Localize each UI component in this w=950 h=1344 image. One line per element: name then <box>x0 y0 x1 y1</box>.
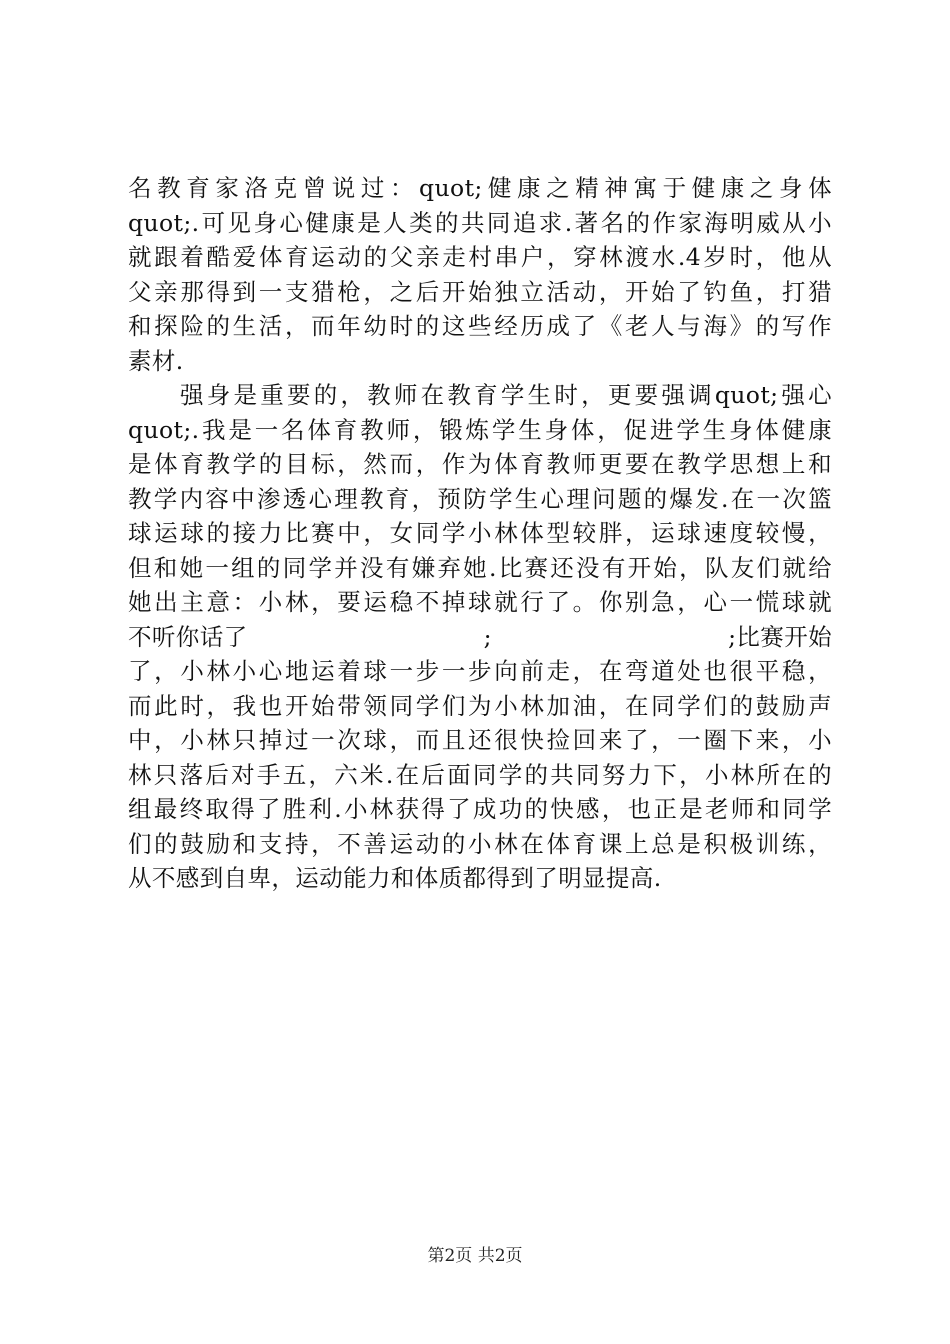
paragraph-2-line-9: 了，小林小心地运着球一步一步向前走，在弯道处也很平稳， <box>128 657 832 685</box>
paragraph-1-line-2: quot;.可见身心健康是人类的共同追求.著名的作家海明威从小 <box>128 208 832 237</box>
paragraph-2-split-line <box>128 620 832 655</box>
paragraph-1-line-3: 就跟着酷爱体育运动的父亲走村串户，穿林渡水.4岁时，他从 <box>128 243 832 271</box>
paragraph-2-line-13: 组最终取得了胜利.小林获得了成功的快感，也正是老师和同学 <box>128 795 832 823</box>
split-line-part-2: ; <box>483 622 492 651</box>
paragraph-2-line-5: 球运球的接力比赛中，女同学小林体型较胖，运球速度较慢， <box>128 519 832 547</box>
paragraph-2-line-14: 们的鼓励和支持，不善运动的小林在体育课上总是积极训练， <box>128 829 832 858</box>
paragraph-1-line-5: 和探险的生活，而年幼时的这些经历成了《老人与海》的写作 <box>128 312 832 340</box>
split-line-part-3: ;比赛开始 <box>728 622 832 651</box>
paragraph-2-line-6: 但和她一组的同学并没有嫌弃她.比赛还没有开始，队友们就给 <box>128 553 832 582</box>
paragraph-2-line-15: 从不感到自卑，运动能力和体质都得到了明显提高. <box>128 864 662 892</box>
paragraph-2-line-10: 而此时，我也开始带领同学们为小林加油，在同学们的鼓励声 <box>128 691 832 720</box>
paragraph-2-line-3: 是体育教学的目标，然而，作为体育教师更要在教学思想上和 <box>128 450 832 478</box>
paragraph-2-line-11: 中，小林只掉过一次球，而且还很快捡回来了，一圈下来，小 <box>128 726 832 754</box>
paragraph-2-line-7: 她出主意：小林，要运稳不掉球就行了。你别急，心一慌球就 <box>128 588 832 616</box>
page-number-footer: 第2页 共2页 <box>427 1246 523 1266</box>
paragraph-1-line-1: 名教育家洛克曾说过：quot;健康之精神寓于健康之身体 <box>128 174 832 202</box>
paragraph-2-line-1: 强身是重要的，教师在教育学生时，更要强调quot;强心 <box>180 381 832 409</box>
split-line-part-1: 不听你话了 <box>128 622 248 651</box>
document-body <box>128 171 832 896</box>
paragraph-2-line-12: 林只落后对手五，六米.在后面同学的共同努力下，小林所在的 <box>128 760 832 789</box>
paragraph-2-line-4: 教学内容中渗透心理教育，预防学生心理问题的爆发.在一次篮 <box>128 484 832 513</box>
paragraph-2-line-2: quot;.我是一名体育教师，锻炼学生身体，促进学生身体健康 <box>128 415 832 444</box>
paragraph-1-line-6: 素材. <box>128 346 184 375</box>
paragraph-1-line-4: 父亲那得到一支猎枪，之后开始独立活动，开始了钓鱼，打猎 <box>128 277 832 306</box>
